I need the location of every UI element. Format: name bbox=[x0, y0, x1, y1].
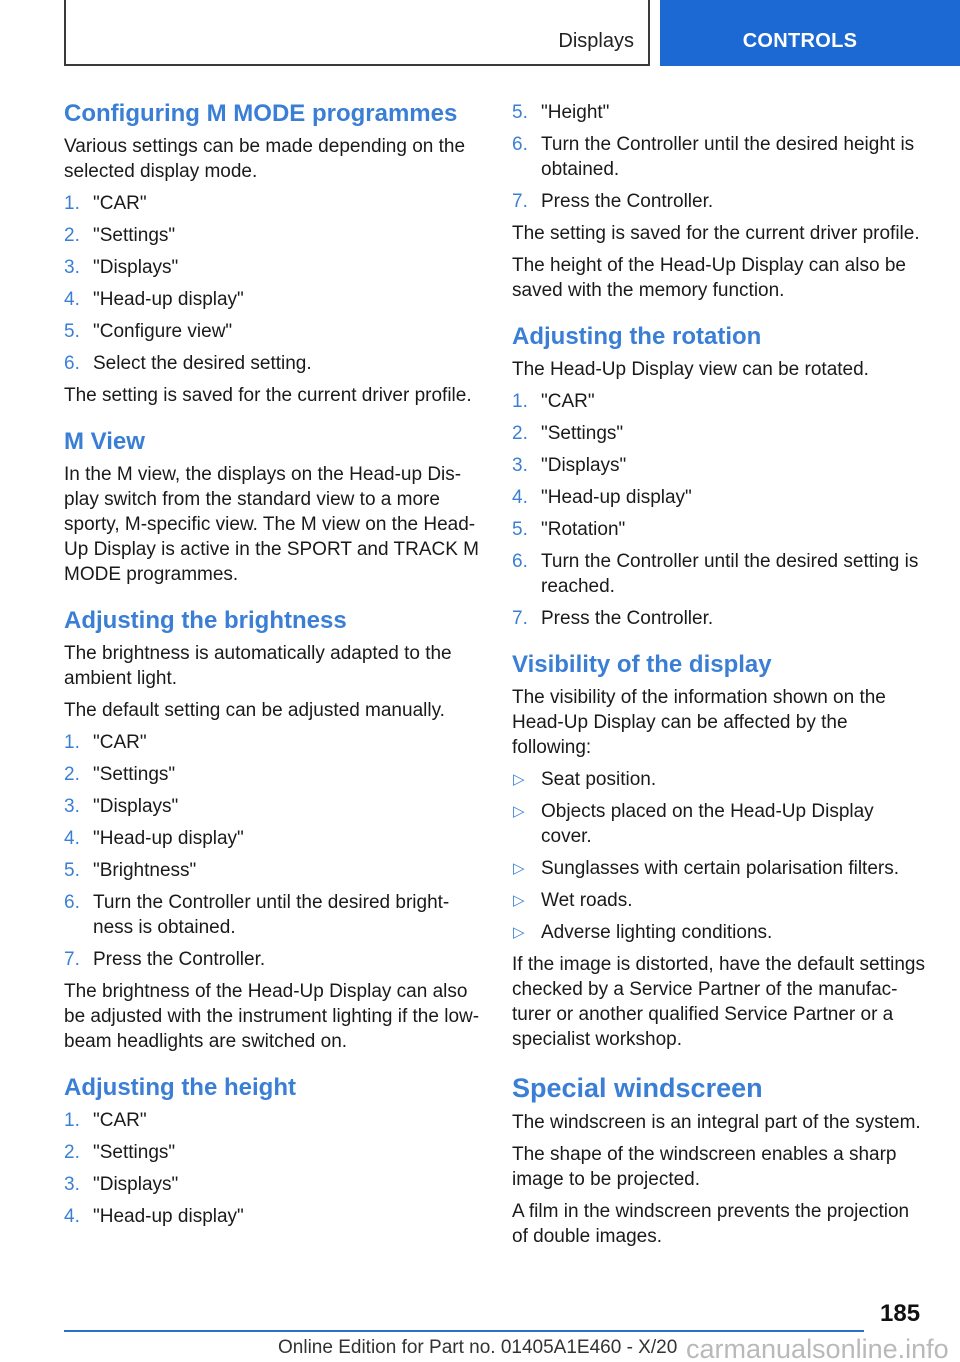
step-text: "Brightness" bbox=[93, 860, 197, 881]
list-item bbox=[64, 762, 480, 787]
list-item bbox=[512, 100, 928, 125]
list-item bbox=[64, 826, 480, 851]
triangle-bullet-icon: ▷ bbox=[513, 924, 525, 941]
step-number: 7. bbox=[512, 191, 528, 212]
step-list bbox=[512, 100, 928, 214]
paragraph: The height of the Head-Up Display can also be saved with the memory function. bbox=[512, 255, 906, 301]
step-text: "Head-up display" bbox=[541, 487, 692, 508]
step-number: 6. bbox=[64, 353, 80, 374]
step-number: 3. bbox=[64, 1174, 80, 1195]
section-brightness bbox=[64, 607, 480, 1054]
section-special-windscreen bbox=[512, 1072, 928, 1249]
step-text: "Head-up display" bbox=[93, 828, 244, 849]
step-number: 2. bbox=[64, 764, 80, 785]
section-title: Displays bbox=[558, 30, 634, 52]
list-item bbox=[512, 856, 928, 881]
step-number: 6. bbox=[512, 134, 528, 155]
list-item bbox=[512, 132, 928, 182]
section-rotation bbox=[512, 323, 928, 631]
list-item bbox=[64, 1140, 480, 1165]
step-text: "Configure view" bbox=[93, 321, 233, 342]
list-item bbox=[512, 517, 928, 542]
step-text: "Settings" bbox=[93, 225, 176, 246]
edition-line: Online Edition for Part no. 01405A1E460 - X/20 bbox=[278, 1337, 678, 1358]
paragraph: The windscreen is an integral part of the system. bbox=[512, 1112, 921, 1133]
step-text: "Displays" bbox=[93, 1174, 179, 1195]
step-text: Turn the Controller until the desired setting is reached. bbox=[541, 551, 919, 597]
step-list bbox=[512, 389, 928, 631]
list-item bbox=[64, 1172, 480, 1197]
triangle-bullet-icon: ▷ bbox=[513, 892, 525, 909]
step-number: 7. bbox=[64, 949, 80, 970]
heading-m-mode: Configuring M MODE programmes bbox=[64, 100, 458, 127]
step-number: 3. bbox=[64, 257, 80, 278]
paragraph: The brightness is automatically adapted to the ambient light. bbox=[64, 643, 452, 689]
step-text: "Rotation" bbox=[541, 519, 626, 540]
step-number: 4. bbox=[64, 289, 80, 310]
step-text: Turn the Controller until the desired height is obtained. bbox=[541, 134, 915, 180]
page-number: 185 bbox=[880, 1300, 921, 1327]
list-item bbox=[64, 191, 480, 216]
step-text: "Settings" bbox=[541, 423, 624, 444]
step-number: 4. bbox=[512, 487, 528, 508]
list-item bbox=[64, 794, 480, 819]
paragraph: The default setting can be adjusted manually. bbox=[64, 700, 445, 721]
step-number: 4. bbox=[64, 828, 80, 849]
footer-divider bbox=[64, 1330, 864, 1332]
list-item bbox=[64, 730, 480, 755]
heading-special-windscreen: Special windscreen bbox=[512, 1073, 763, 1103]
bullet-list bbox=[512, 767, 928, 945]
list-item bbox=[512, 767, 928, 792]
step-text: Turn the Controller until the desired bright- ness is obtained. bbox=[93, 892, 450, 938]
right-column bbox=[512, 100, 928, 1256]
triangle-bullet-icon: ▷ bbox=[513, 803, 525, 820]
paragraph: Various settings can be made depending on the selected display mode. bbox=[64, 136, 466, 182]
list-item bbox=[512, 189, 928, 214]
list-item bbox=[64, 1204, 480, 1229]
section-m-mode-programmes bbox=[64, 100, 480, 408]
section-height bbox=[64, 1074, 480, 1229]
list-item bbox=[512, 799, 928, 849]
triangle-bullet-icon: ▷ bbox=[513, 771, 525, 788]
step-number: 2. bbox=[64, 1142, 80, 1163]
step-list bbox=[64, 191, 480, 376]
step-text: "CAR" bbox=[93, 193, 147, 214]
bullet-text: Seat position. bbox=[541, 769, 657, 790]
list-item bbox=[512, 549, 928, 599]
list-item bbox=[64, 890, 480, 940]
step-number: 4. bbox=[64, 1206, 80, 1227]
step-number: 6. bbox=[512, 551, 528, 572]
heading-rotation: Adjusting the rotation bbox=[512, 323, 762, 350]
chapter-title: CONTROLS bbox=[742, 30, 858, 52]
triangle-bullet-icon: ▷ bbox=[513, 860, 525, 877]
header-chapter-tab bbox=[660, 0, 960, 66]
step-text: "Displays" bbox=[93, 257, 179, 278]
list-item bbox=[64, 319, 480, 344]
paragraph: The setting is saved for the current driver profile. bbox=[64, 385, 472, 406]
step-number: 5. bbox=[512, 519, 528, 540]
step-number: 2. bbox=[64, 225, 80, 246]
heading-height: Adjusting the height bbox=[64, 1074, 296, 1101]
step-text: "CAR" bbox=[541, 391, 595, 412]
section-visibility bbox=[512, 651, 928, 1052]
step-text: Press the Controller. bbox=[541, 191, 714, 212]
paragraph: The shape of the windscreen enables a sharp image to be projected. bbox=[512, 1144, 897, 1190]
watermark: carmanualsonline.info bbox=[686, 1334, 949, 1362]
heading-m-view: M View bbox=[64, 428, 145, 455]
list-item bbox=[512, 421, 928, 446]
list-item bbox=[512, 485, 928, 510]
bullet-text: Sunglasses with certain polarisation filters. bbox=[541, 858, 900, 879]
paragraph: The brightness of the Head-Up Display can also be adjusted with the instrument lighting if the low-beam headlights are switched on. bbox=[64, 981, 480, 1052]
step-number: 5. bbox=[64, 860, 80, 881]
step-number: 5. bbox=[64, 321, 80, 342]
step-number: 1. bbox=[64, 193, 80, 214]
list-item bbox=[512, 888, 928, 913]
list-item bbox=[64, 947, 480, 972]
bullet-text: Wet roads. bbox=[541, 890, 633, 911]
step-text: "CAR" bbox=[93, 1110, 147, 1131]
step-list bbox=[64, 730, 480, 972]
paragraph: A film in the windscreen prevents the projection of double images. bbox=[512, 1201, 910, 1247]
paragraph: In the M view, the displays on the Head-up Dis- play switch from the standard view to a more sporty, M-specific view. The M view on the Head-Up Display is active in the SPORT and TRACK M MODE programmes. bbox=[64, 464, 479, 585]
step-text: "Displays" bbox=[93, 796, 179, 817]
list-item bbox=[64, 287, 480, 312]
step-number: 3. bbox=[512, 455, 528, 476]
step-number: 1. bbox=[64, 732, 80, 753]
step-text: "Settings" bbox=[93, 1142, 176, 1163]
step-number: 7. bbox=[512, 608, 528, 629]
step-list bbox=[64, 1108, 480, 1229]
left-column bbox=[64, 100, 480, 1236]
list-item bbox=[64, 223, 480, 248]
list-item bbox=[64, 1108, 480, 1133]
header-section-box bbox=[64, 0, 650, 66]
bullet-text: Adverse lighting conditions. bbox=[541, 922, 773, 943]
step-number: 1. bbox=[64, 1110, 80, 1131]
paragraph: The visibility of the information shown on the Head-Up Display can be affected by the following: bbox=[512, 687, 886, 758]
step-text: "Height" bbox=[541, 102, 610, 123]
list-item bbox=[64, 255, 480, 280]
section-height-continued bbox=[512, 100, 928, 303]
step-text: Press the Controller. bbox=[541, 608, 714, 629]
list-item bbox=[512, 453, 928, 478]
list-item bbox=[512, 389, 928, 414]
step-number: 5. bbox=[512, 102, 528, 123]
list-item bbox=[512, 920, 928, 945]
step-number: 6. bbox=[64, 892, 80, 913]
step-text: "Settings" bbox=[93, 764, 176, 785]
step-text: "CAR" bbox=[93, 732, 147, 753]
step-number: 3. bbox=[64, 796, 80, 817]
paragraph: The setting is saved for the current driver profile. bbox=[512, 223, 920, 244]
list-item bbox=[64, 351, 480, 376]
step-text: Press the Controller. bbox=[93, 949, 266, 970]
step-number: 2. bbox=[512, 423, 528, 444]
step-text: Select the desired setting. bbox=[93, 353, 312, 374]
list-item bbox=[512, 606, 928, 631]
step-text: "Head-up display" bbox=[93, 1206, 244, 1227]
section-m-view bbox=[64, 428, 480, 587]
heading-visibility: Visibility of the display bbox=[512, 651, 772, 678]
paragraph: The Head-Up Display view can be rotated. bbox=[512, 359, 869, 380]
bullet-text: Objects placed on the Head-Up Display cover. bbox=[541, 801, 874, 847]
paragraph: If the image is distorted, have the default settings checked by a Service Partner of the manufac- turer or another qualified Service Partner or a specialist workshop. bbox=[512, 954, 925, 1050]
list-item bbox=[64, 858, 480, 883]
step-number: 1. bbox=[512, 391, 528, 412]
step-text: "Displays" bbox=[541, 455, 627, 476]
heading-brightness: Adjusting the brightness bbox=[64, 607, 347, 634]
step-text: "Head-up display" bbox=[93, 289, 244, 310]
